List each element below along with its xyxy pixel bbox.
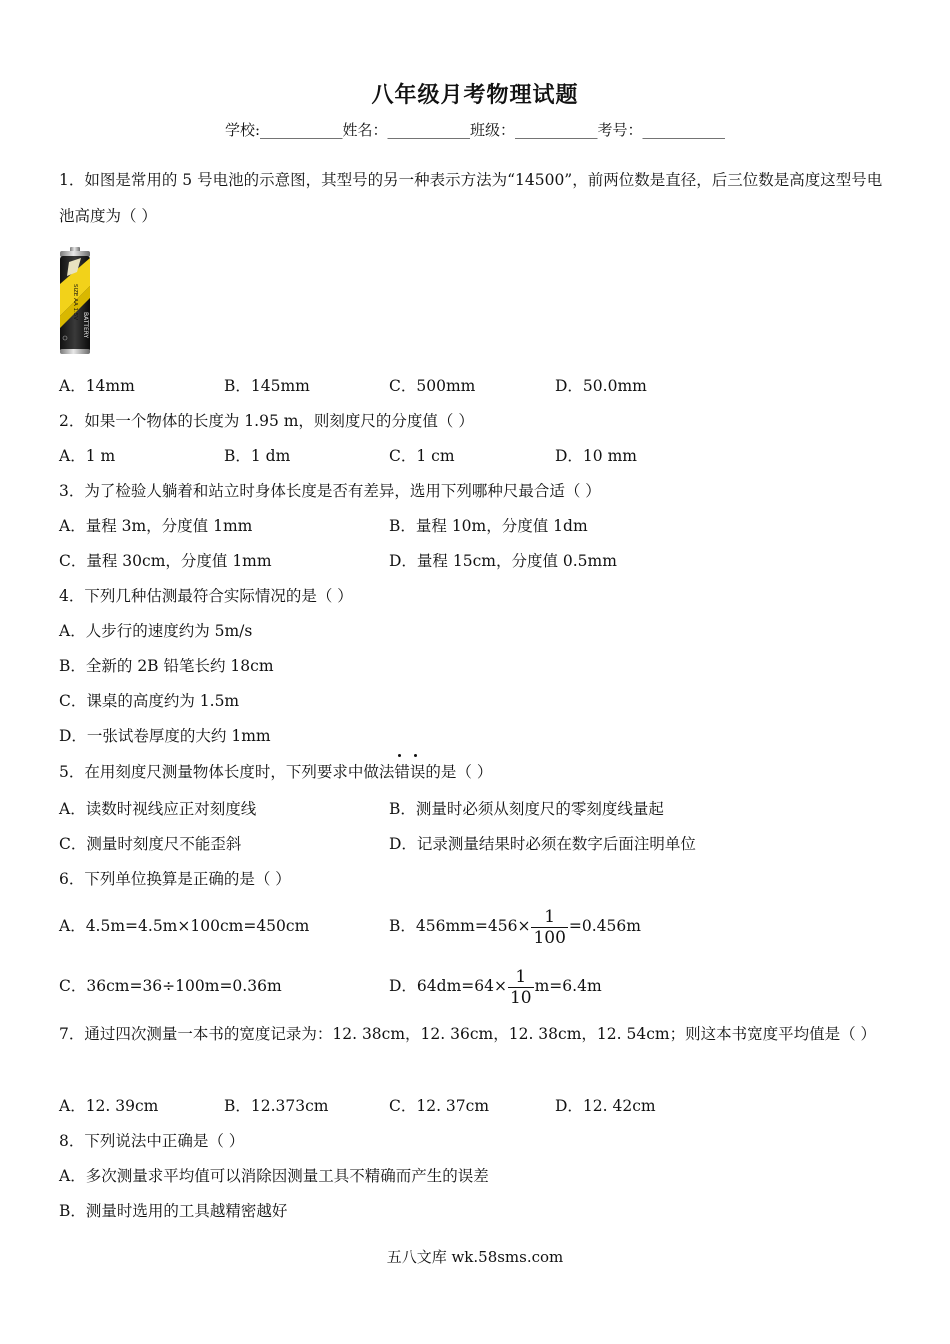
q6-option-a: A．4.5m=4.5m×100cm=450cm	[59, 917, 310, 935]
question-4-stem: 4．下列几种估测最符合实际情况的是（ ）	[59, 587, 353, 605]
question-8-stem: 8．下列说法中正确是（ ）	[59, 1132, 245, 1150]
q7-option-b: B．12.373cm	[224, 1097, 329, 1115]
q6-option-c: C．36cm=36÷100m=0.36m	[59, 977, 282, 995]
q6-b-denominator: 100	[533, 927, 566, 948]
q6-b-numerator: 1	[544, 906, 556, 927]
q6-b-text: B．456mm=456×	[389, 917, 531, 935]
battery-image	[57, 246, 95, 356]
q2-option-a: A．1 m	[59, 447, 116, 465]
q3-option-d: D．量程 15cm，分度值 0.5mm	[389, 552, 617, 570]
q6-b-text-end: =0.456m	[568, 917, 641, 935]
q4-option-c: C．课桌的高度约为 1.5m	[59, 692, 240, 710]
q6-option-d	[389, 964, 602, 1008]
q6-option-b	[389, 904, 641, 948]
footer-watermark: 五八文库 wk.58sms.com	[386, 1248, 564, 1266]
q5-option-b: B．测量时必须从刻度尺的零刻度线量起	[389, 800, 664, 818]
question-6-stem: 6．下列单位换算是正确的是（ ）	[59, 870, 291, 888]
q3-option-a: A．量程 3m，分度值 1mm	[59, 517, 253, 535]
q1-option-b: B．145mm	[224, 377, 310, 395]
q6-b-fraction	[531, 907, 567, 948]
q5-emphasis-word: 错误	[394, 763, 426, 781]
q4-option-d: D．一张试卷厚度的大约 1mm	[59, 727, 271, 745]
q3-option-c: C．量程 30cm，分度值 1mm	[59, 552, 272, 570]
q2-option-d: D．10 mm	[555, 447, 637, 465]
q7-option-c: C．12. 37cm	[389, 1097, 490, 1115]
q3-option-b: B．量程 10m，分度值 1dm	[389, 517, 588, 535]
q4-option-a: A．人步行的速度约为 5m/s	[59, 622, 253, 640]
q6-d-text: D．64dm=64×	[389, 977, 507, 995]
exam-title: 八年级月考物理试题	[371, 83, 579, 108]
battery-size-label: SIZE AA 1.5V	[72, 284, 78, 321]
question-1-stem: 1．如图是常用的 5 号电池的示意图，其型号的另一种表示方法为“14500”，前两位数是直径，后三位数是高度这型号电池高度为（ ）	[59, 171, 883, 225]
q2-option-c: C．1 cm	[389, 447, 455, 465]
q4-option-b: B．全新的 2B 铅笔长约 18cm	[59, 657, 274, 675]
q8-option-b: B．测量时选用的工具越精密越好	[59, 1202, 288, 1220]
q6-d-denominator: 10	[509, 987, 532, 1008]
q6-d-numerator: 1	[515, 966, 527, 987]
q2-option-b: B．1 dm	[224, 447, 291, 465]
q5-option-c: C．测量时刻度尺不能歪斜	[59, 835, 242, 853]
q1-option-c: C．500mm	[389, 377, 476, 395]
question-2-stem: 2．如果一个物体的长度为 1.95 m，则刻度尺的分度值（ ）	[59, 412, 474, 430]
q1-option-d: D．50.0mm	[555, 377, 647, 395]
q5-option-d: D．记录测量结果时必须在数字后面注明单位	[389, 835, 696, 853]
q8-option-a: A．多次测量求平均值可以消除因测量工具不精确而产生的误差	[59, 1167, 489, 1185]
q5-stem-text-end: 的是（ ）	[425, 763, 493, 781]
q6-d-fraction	[508, 967, 534, 1008]
question-5-stem	[59, 762, 492, 782]
q1-option-a: A．14mm	[59, 377, 135, 395]
q5-option-a: A．读数时视线应正对刻度线	[59, 800, 257, 818]
q5-stem-text: 5．在用刻度尺测量物体长度时，下列要求中做法	[59, 763, 395, 781]
question-3-stem: 3．为了检验人躺着和站立时身体长度是否有差异，选用下列哪种尺最合适（ ）	[59, 482, 601, 500]
q6-d-text-end: m=6.4m	[534, 977, 602, 995]
battery-brand-label: BATTERY	[82, 312, 89, 339]
q7-option-d: D．12. 42cm	[555, 1097, 656, 1115]
q7-option-a: A．12. 39cm	[59, 1097, 159, 1115]
question-7-stem: 7．通过四次测量一本书的宽度记录为：12. 38cm，12. 36cm，12. 38cm，12. 54cm；则这本书宽度平均值是（ ）	[59, 1025, 877, 1043]
student-info-line: 学校:___________姓名：___________班级：___________考号：___________	[224, 121, 726, 139]
